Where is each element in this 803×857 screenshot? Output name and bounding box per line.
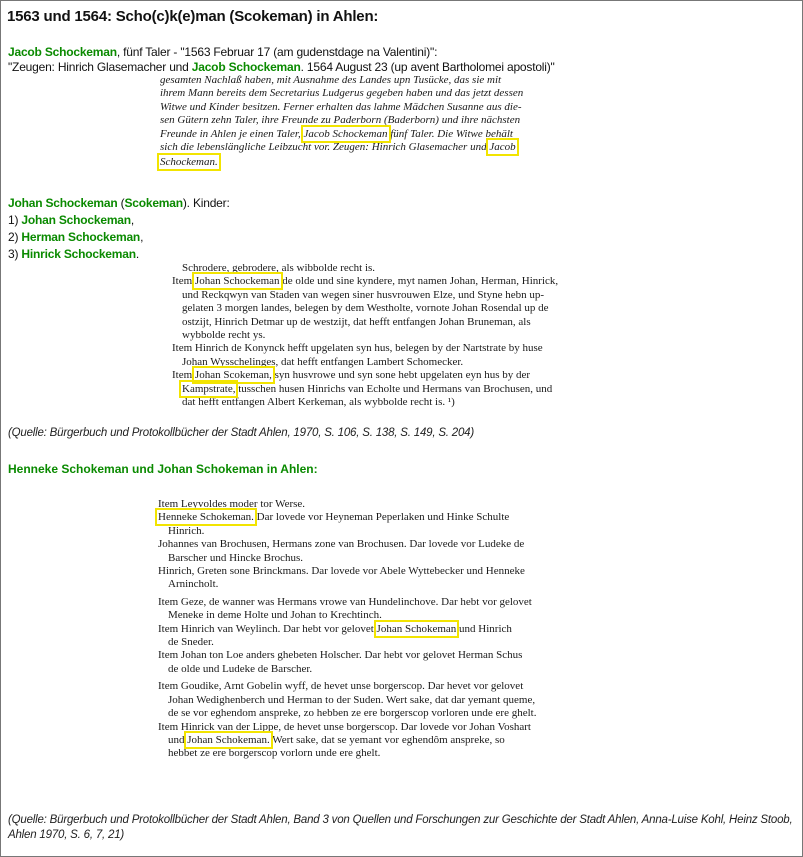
johan-paren-open: ( bbox=[117, 196, 125, 210]
child-1: 1) Johan Schockeman, bbox=[8, 213, 135, 227]
scan1-row: Witwe und Kinder besitzen. Ferner erhalten das lahme Mädchen Susanne aus die- bbox=[160, 100, 522, 113]
section-heading: Henneke Schokeman und Johan Schokeman in Ahlen: bbox=[8, 462, 318, 476]
scan-excerpt-1 bbox=[160, 74, 523, 170]
scan1-row bbox=[160, 156, 523, 169]
johan-kinder: ). Kinder: bbox=[182, 196, 230, 210]
highlight-jacob: Jacob bbox=[489, 141, 516, 154]
highlight-johan: Johan Schokeman. bbox=[187, 733, 270, 746]
highlight-johan: Johan Schockeman bbox=[194, 275, 280, 288]
jacob-line-1 bbox=[8, 45, 437, 59]
jacob-line-2 bbox=[8, 60, 555, 74]
highlight-jacob: Jacob Schockeman bbox=[303, 127, 388, 140]
witness-text: "Zeugen: Hinrich Glasemacher und bbox=[8, 60, 192, 74]
scan1-row: ihrem Mann bereits dem Secretarius Ludgerus gegeben haben und das jetzt dessen bbox=[160, 87, 524, 100]
source-citation-2: (Quelle: Bürgerbuch und Protokollbücher der Stadt Ahlen, Band 3 von Quellen und Forschungen zur Geschichte der Stadt Ahlen, Anna-Luise Kohl, Heinz Stoob, Ahlen 1970, S. 6, 7, 21) bbox=[8, 814, 793, 841]
page-title: 1563 und 1564: Scho(c)k(e)man (Scokeman) in Ahlen: bbox=[7, 8, 379, 25]
jacob-name-2: Jacob Schockeman bbox=[191, 60, 301, 74]
jacob-line-1-text: , fünf Taler - "1563 Februar 17 (am gudenstdage na Valentini)": bbox=[116, 45, 438, 59]
johan-variant: Scokeman bbox=[124, 196, 183, 210]
scan1-row: sen Gütern zehn Taler, ihre Freunde zu Paderborn (Baderborn) und ihre nächsten bbox=[160, 114, 521, 127]
scan1-row: Freunde in Ahlen je einen Taler, Jacob Schockeman fünf Taler. Die Witwe behält bbox=[160, 127, 513, 140]
scan-excerpt-3: Item Leyvoldes moder tor Werse. Henneke Schokeman. Dar lovede vor Heyneman Peperlaken und Hinke Schulte Hinrich. Johannes van Brochusen, Hermans zone van Brochusen. Dar lovede vor Ludeke de Barscher und Hincke Brochus. Hinrich, Greten sone Brinckmans. Dar lovede vor Abele Wyttebecker und Henneke Arnincholt. Item Geze, de wanner was Hermans vrowe van Hundelinchove. Dar hebt vor gelovet Meneke in deme Holte und Johan to Krechtinch. Item Hinrich van Weylinch. Dar hebt vor gelovet Johan Schokeman und Hinrich de Sneder. Item Johan ton Loe anders ghebeten Holscher. Dar hebt vor gelovet Herman Schus de olde und Ludeke de Barscher. Item Goudike, Arnt Gobelin wyff, de hevet unse borgerscop. Dar hevet vor gelovet Johan Wedighenberch und Herman to der Suden. Wert sake, dat dar yemant queme, de se vor eghendom anspreke, zo hebben ze ere borgerscop vorloren unde ere ghelt. Item Hinrick van der Lippe, de hevet unse borgerscop. Dar lovede vor Johan Voshart und Johan Schokeman. Wert sake, dat se yemant vor eghendôm anspreke, so hebbet ze ere borgerscop vorlorn unde ere ghelt. bbox=[158, 498, 537, 760]
scan1-row: sich die lebenslängliche Leibzucht vor. Zeugen: Hinrich Glasemacher und Jacob bbox=[160, 141, 516, 154]
highlight-johan: Johan Scokeman, bbox=[194, 369, 272, 382]
child-3: 3) Hinrick Schockeman. bbox=[8, 247, 139, 261]
highlight-jacob: Schockeman. bbox=[160, 156, 218, 169]
jacob-name: Jacob Schockeman bbox=[8, 45, 117, 59]
witness-date: . 1564 August 23 (up avent Bartholomei apostoli)" bbox=[300, 60, 555, 74]
source-citation-1: (Quelle: Bürgerbuch und Protokollbücher der Stadt Ahlen, 1970, S. 106, S. 138, S. 149, S. 204) bbox=[8, 427, 474, 439]
johan-name: Johan Schockeman bbox=[8, 196, 118, 210]
scan1-row: gesamten Nachlaß haben, mit Ausnahme des Landes upn Tusücke, das sie mit bbox=[160, 74, 502, 86]
child-2: 2) Herman Schockeman, bbox=[8, 230, 144, 244]
highlight-johan: Johan Schokeman bbox=[376, 622, 457, 635]
scan-excerpt-2: Schrodere, gebrodere, als wibbolde recht is. Item Johan Schockeman de olde und sine kyndere, myt namen Johan, Herman, Hinrick, und Reckqwyn van Staden van wegen siner husvrouwen Elze, und Styne hebn up- gelaten 3 morgen landes, belegen by dem Westholte, vornote Johan Rosendal up de ostzijt, Hinrich Detmar up de westzijt, dat hefft entfangen Johan Bruneman, als wybbolde recht ys. Item Hinrich de Konynck hefft upgelaten syn hus, belegen by der Nartstrate by huse Johan Wysschelinges, dat hefft entfangen Lambert Schomecker. Item Johan Scokeman, syn husvrowe und syn sone hebt upgelaten eyn hus by der Kampstrate, tusschen husen Hinrichs van Echolte und Hermans van Brochusen, und dat hefft entfangen Albert Kerkeman, als wybbolde recht is. ¹) bbox=[172, 262, 559, 409]
highlight-kampstrate: Kampstrate, bbox=[182, 382, 236, 395]
johan-heading bbox=[8, 196, 230, 210]
highlight-henneke: Henneke Schokeman. bbox=[158, 511, 254, 524]
